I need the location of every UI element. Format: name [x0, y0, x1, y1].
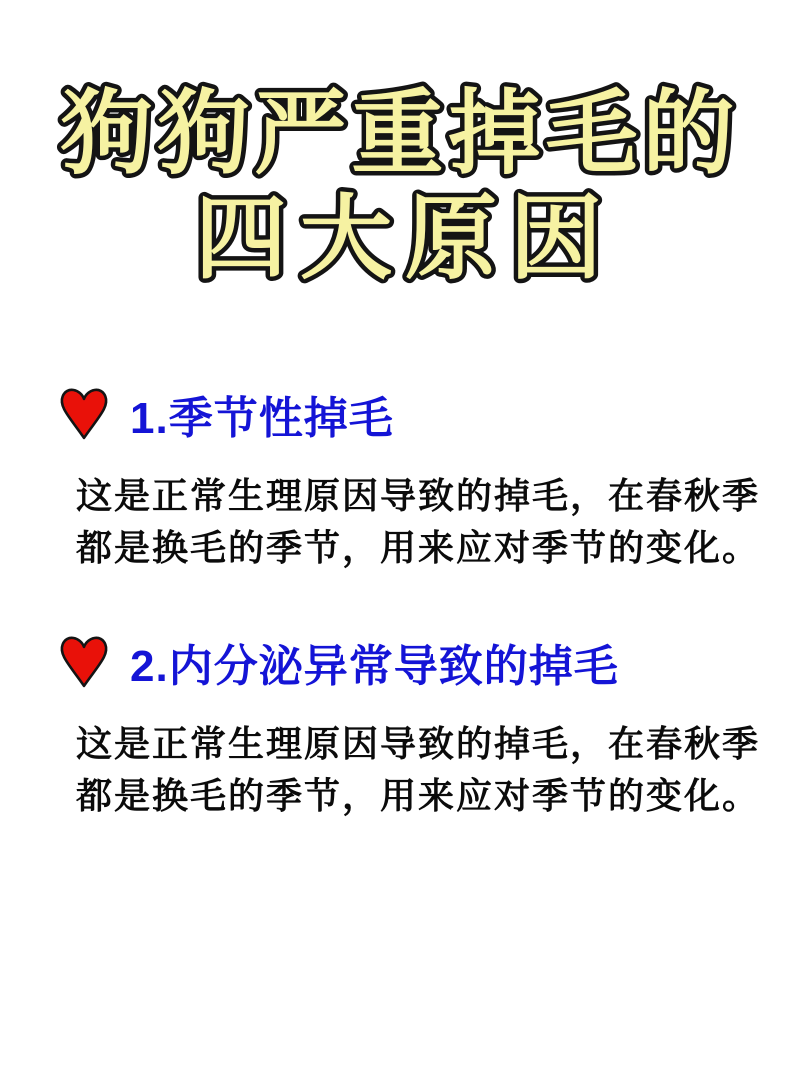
- section-2-body: [76, 718, 761, 822]
- title-line-2: 四大原因: [194, 188, 616, 290]
- section-seasonal-shedding: [0, 382, 800, 574]
- section-1-heading: 1.季节性掉毛: [130, 394, 394, 443]
- page-title: [0, 0, 800, 302]
- section-2-heading: 2.内分泌异常导致的掉毛: [130, 642, 619, 691]
- section-1-body-line-2: 都是换毛的季节，用来应对季节的变化。: [76, 527, 761, 568]
- section-1-header: [58, 382, 742, 446]
- section-1-body: [76, 470, 761, 574]
- heart-icon: [58, 633, 110, 691]
- title-outlined-text: [5, 72, 795, 302]
- section-2-header: [58, 630, 742, 694]
- section-endocrine-shedding: [0, 630, 800, 822]
- section-1-body-line-1: 这是正常生理原因导致的掉毛，在春秋季: [76, 475, 761, 516]
- title-line-1: 狗狗严重掉毛的: [60, 83, 740, 185]
- heart-icon: [58, 385, 110, 443]
- section-2-body-line-2: 都是换毛的季节，用来应对季节的变化。: [76, 775, 761, 816]
- section-2-body-line-1: 这是正常生理原因导致的掉毛，在春秋季: [76, 723, 761, 764]
